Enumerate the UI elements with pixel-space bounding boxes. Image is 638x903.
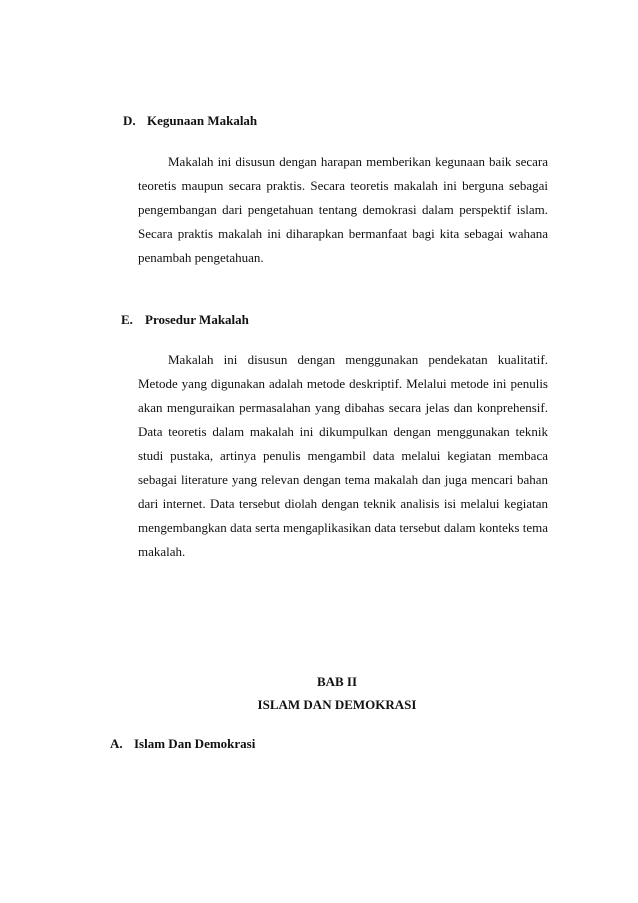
section-e-paragraph: Makalah ini disusun dengan menggunakan pendekatan kualitatif. Metode yang digunakan adalah metode deskriptif. Melalui metode ini penulis akan menguraikan permasalahan yang dibahas secara jelas dan konprehensif. Data teoretis dalam makalah ini dikumpulkan dengan menggunakan teknik studi pustaka, artinya penulis mengambil data melalui kegiatan membaca sebagai literature yang relevan dengan tema makalah dan juga mencari bahan dari internet. Data tersebut diolah dengan teknik analisis isi melalui kegiatan mengembangkan data serta mengaplikasikan data tersebut dalam konteks tema makalah. [138, 352, 548, 559]
section-e-letter: E. [121, 312, 133, 327]
section-a-heading [110, 736, 255, 752]
section-d-paragraph: Makalah ini disusun dengan harapan memberikan kegunaan baik secara teoretis maupun secara praktis. Secara teoretis makalah ini berguna sebagai pengembangan dari pengetahuan tentang demokrasi dalam perspektif islam. Secara praktis makalah ini diharapkan bermanfaat bagi kita sebagai wahana penambah pengetahuan. [138, 154, 548, 265]
section-d-title: Kegunaan Makalah [147, 113, 258, 128]
chapter-title: ISLAM DAN DEMOKRASI [257, 697, 417, 712]
section-a-letter: A. [110, 736, 123, 751]
section-d-letter: D. [123, 113, 136, 128]
section-d-heading [123, 113, 257, 129]
section-e-heading [121, 312, 249, 328]
section-e-title: Prosedur Makalah [145, 312, 249, 327]
section-a-title: Islam Dan Demokrasi [134, 736, 256, 751]
chapter-number: BAB II [316, 674, 358, 689]
